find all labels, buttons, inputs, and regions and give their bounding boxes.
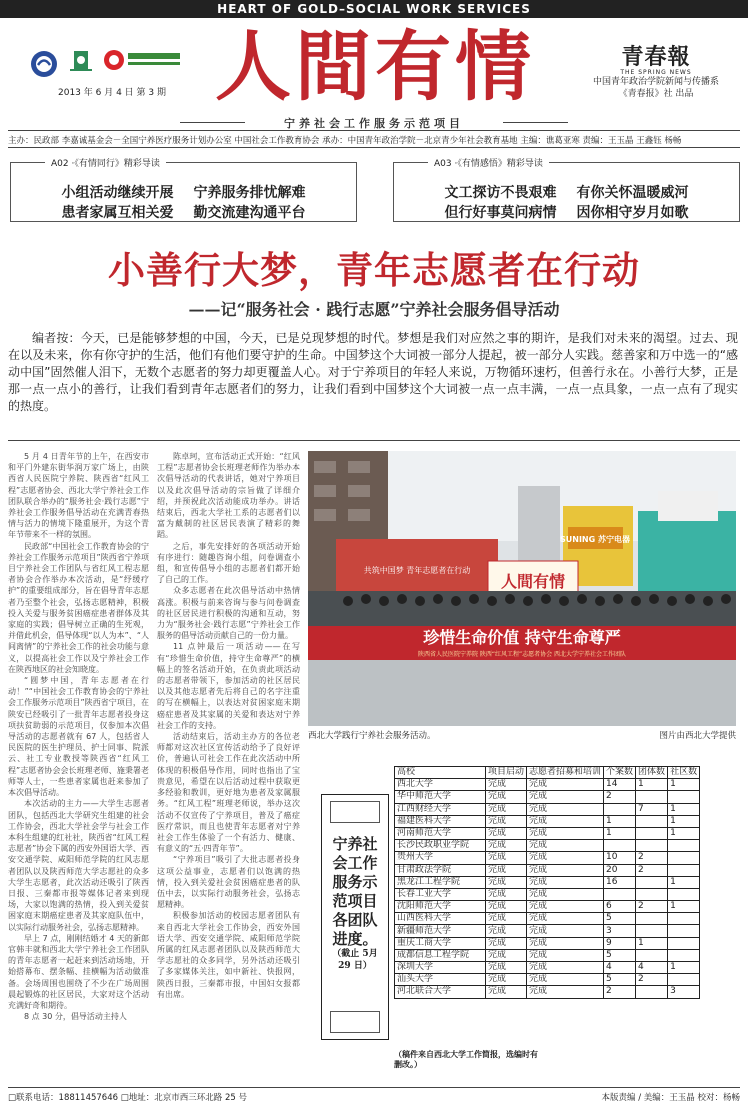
table-cell: 2 [636, 974, 668, 986]
table-cell [636, 827, 668, 839]
article-paragraph: 之后，事先安排好的各项活动开始有序进行：随趣咨询小组，问卷调查小组，和宣传倡导小组的志愿者们都开始了自己的工作。 [157, 541, 300, 585]
table-cell: 甘肃政法学院 [395, 864, 486, 876]
article-paragraph: 民政部“中国社会工作教育协会的宁养社会工作服务示范项目”陕西省宁养项目宁养社会工作团队与省红风工程志愿者协会合作举办本次活动，是“纾缓疗护”的重要组成部分，旨在倡导青年志愿者乃至整个社会，弘扬志愿精神，积极投入关爱与服务贫困癌症患者群体及其家庭的实践；倡导树立正确的生死观，并借此机会，倡导体现“以人为本”、“人间离情”的宁养社会工作的社会功能与意义，以提高社会工作以及宁养社会工作在陕西地区的社会知晓度。 [8, 541, 149, 674]
table-row [395, 937, 700, 949]
article-paragraph: “宁养项目”吸引了大批志愿者投身这项公益事业，志愿者们以饱满的热情，投入到关爱社会贫困癌症患者的队伍中去，以实际行动服务社会，弘扬志愿精神。 [157, 855, 300, 910]
table-cell: 河北联合大学 [395, 986, 486, 998]
article-paragraph: 本次活动的主力——大学生志愿者团队，包括西北大学研究生组建的社会工作协会，西北大学社会学与社会工作本科生组建的红社社，陕西省“红风工程志愿者”协会下属的西安外国语大学、西安交通学院、咸阳师范学院的红风志愿者团队以及陕西师范大学志愿社的众多大学生志愿者，此次活动还吸引了陕西日报、三秦都市报等媒体记者来到现场，大家以饱满的热情，投入到关爱贫困家庭末期癌症患者及其家庭队伍中，以实际行动服务社会，弘扬志愿精神。 [8, 799, 149, 932]
table-cell [604, 840, 636, 852]
guide-line: 但行好事莫问病情 [444, 205, 557, 221]
store-sign: SUNING 苏宁电器 [560, 535, 630, 544]
article-paragraph: 积极参加活动的校园志愿者团队有来自西北大学社会工作协会，西安外国语大学、西安交通学院、咸阳师范学院所属的红风志愿者团队以及陕西师范大学志愿社的众多同学，另外活动还吸引了多家媒体关注，如中新社、快报网，陕西日报，三秦都市报，中国妇女报都有出席。 [157, 911, 300, 999]
table-cell [636, 876, 668, 888]
table-row [395, 815, 700, 827]
table-row [395, 974, 700, 986]
sidebar-note: （截止 5月 29 日） [332, 949, 378, 971]
table-cell: 完成 [486, 864, 527, 876]
progress-table [394, 766, 700, 999]
table-cell: 完成 [527, 913, 604, 925]
table-row [395, 962, 700, 974]
table-cell [636, 949, 668, 961]
table-cell [668, 852, 700, 864]
table-cell: 黑龙江工程学院 [395, 876, 486, 888]
table-cell: 完成 [527, 876, 604, 888]
article-paragraph: 活动结束后，活动主办方的各位老师都对这次社区宣传活动给予了良好评价，普遍认可社会工作在此次活动中所体现的积极倡导作用，同时也指出了宝贵意见，希望在以后活动过程中获取更多经验和教训，更好地为患者及家属服务。“红风工程”班理老师说，举办这次活动不仅宣传了宁养项目，普及了癌症医疗常识，而且也使青年志愿者对宁养社会工作生体验了一个有活力、健康、有意义的“五·四青年节”。 [157, 732, 300, 854]
table-row [395, 864, 700, 876]
table-cell: 沈阳师范大学 [395, 901, 486, 913]
table-cell: 完成 [486, 852, 527, 864]
table-cell: 9 [604, 937, 636, 949]
table-cell [668, 937, 700, 949]
table-cell: 汕头大学 [395, 974, 486, 986]
photo-caption-row [308, 729, 736, 741]
table-cell: 完成 [527, 962, 604, 974]
slogan-rule-right [503, 122, 568, 123]
book-emblem-icon [66, 48, 96, 76]
table-header-cell: 团体数 [636, 767, 668, 779]
table-header-cell: 高校 [395, 767, 486, 779]
table-cell [668, 791, 700, 803]
table-cell: 完成 [486, 803, 527, 815]
table-cell: 贵州大学 [395, 852, 486, 864]
table-cell: 完成 [486, 791, 527, 803]
table-row [395, 852, 700, 864]
table-cell: 完成 [527, 888, 604, 900]
project-slogan: 宁养社会工作服务示范项目 [284, 117, 464, 130]
table-cell: 完成 [527, 791, 604, 803]
table-cell: 2 [604, 986, 636, 998]
foundation-emblem-icon [103, 48, 183, 74]
table-row [395, 901, 700, 913]
guide-box-a02 [10, 159, 357, 222]
table-cell: 完成 [527, 840, 604, 852]
table-cell: 完成 [486, 827, 527, 839]
guide-line: 文工探访不畏艰难 [444, 185, 557, 201]
table-cell: 10 [604, 852, 636, 864]
table-cell: 完成 [486, 925, 527, 937]
table-body [395, 779, 700, 998]
table-cell: 6 [604, 901, 636, 913]
table-header-cell: 项目启动 [486, 767, 527, 779]
publisher-dept: 中国青年政治学院新闻与传播系 [592, 77, 719, 87]
logo-ccpg [30, 50, 58, 78]
table-cell: 5 [604, 949, 636, 961]
article-column-1 [8, 451, 149, 1083]
table-cell: 5 [604, 974, 636, 986]
table-cell: 完成 [527, 901, 604, 913]
table-cell: 4 [636, 962, 668, 974]
table-cell: 新疆师范大学 [395, 925, 486, 937]
article-paragraph: 早上 7 点，刚刚结婚才 4 天的新郎官韩丰就和西北大学宁养社会工作团队的青年志愿者一起赶来到活动场地，开始搭幕布、摆条幅、挂横幅为活动做准备。会场周围也围绕了不少在广场周围晨起锻炼的社区居民，大家对这个活动充满好奇和期待。 [8, 933, 149, 1010]
table-cell: 完成 [527, 779, 604, 791]
table-row [395, 827, 700, 839]
table-cell: 完成 [527, 852, 604, 864]
table-cell: 完成 [486, 974, 527, 986]
table-row [395, 840, 700, 852]
table-cell: 华中师范大学 [395, 791, 486, 803]
divider [8, 147, 740, 148]
article-paragraph: 8 点 30 分，倡导活动主持人 [24, 1012, 127, 1022]
table-cell: 河南师范大学 [395, 827, 486, 839]
table-cell: 完成 [527, 803, 604, 815]
table-row [395, 803, 700, 815]
table-row [395, 888, 700, 900]
table-cell: 完成 [486, 937, 527, 949]
table-source-note: （稿件来自西北大学工作简报，选编时有删改。） [394, 1050, 538, 1069]
footer [8, 1091, 740, 1103]
guide-title: A02 ·《有情同行》精彩导读 [45, 156, 166, 169]
table-cell: 1 [668, 803, 700, 815]
wall-text: 共筑中国梦 青年志愿者在行动 [363, 566, 471, 575]
guide-line: 有你关怀温暖威河 [576, 185, 689, 201]
ornament-top [330, 801, 380, 823]
article-paragraph: 11 点钟最后一项活动——在写有“珍惜生命价值，持守生命尊严”的横幅上的签名活动开始，在负责此项活动的志愿者带领下，参加活动的社区居民以及其他志愿者先后将自己的名字注重的写在横幅上，以表达对贫困家庭末期癌症患者及其家属的关爱和表达对宁养社会工作的支持。 [157, 642, 300, 730]
table-cell: 2 [636, 901, 668, 913]
table-cell [636, 986, 668, 998]
table-cell: 2 [604, 791, 636, 803]
guide-lines [11, 183, 356, 223]
slogan-rule-left [180, 122, 245, 123]
masthead-title: 人間有情 [215, 22, 535, 111]
ornament-bottom [330, 1011, 380, 1033]
table-cell: 完成 [486, 949, 527, 961]
table-cell [668, 864, 700, 876]
table-row [395, 986, 700, 998]
table-cell: 完成 [486, 779, 527, 791]
table-cell: 长沙民政职业学院 [395, 840, 486, 852]
table-cell: 深圳大学 [395, 962, 486, 974]
table-cell [636, 791, 668, 803]
table-cell: 3 [604, 925, 636, 937]
table-cell: 山西医科大学 [395, 913, 486, 925]
article-paragraph: “圆梦中国，青年志愿者在行动！”“中国社会工作教育协会的宁养社会工作服务示范项目”陕西省宁项目，在陕安已经吸引了一批青年志愿者投身这项扶贫助弱的示范项目，仅参加本次倡导活动的志愿者就有 67 人，包括省人民医院的医生护理员、护士同事、院派云、社工专业教授等陕西省“红风工程”志愿者协会会长班理老师、施秉署老师等人士，一些患者家属也赶来参加了本次倡导活动。 [8, 676, 149, 798]
publisher-logo-en: THE SPRING NEWS [620, 69, 692, 76]
table-cell [668, 913, 700, 925]
article-column-2 [157, 451, 300, 1063]
table-cell: 20 [604, 864, 636, 876]
table-cell: 1 [668, 779, 700, 791]
subheadline: ——记“服务社会 · 践行志愿”宁养社会服务倡导活动 [188, 300, 560, 319]
table-cell [636, 815, 668, 827]
publisher-logo: 青春報 [621, 44, 691, 70]
article-paragraph: 众多志愿者在此次倡导活动中热情高涨。积极与前来咨询与参与问卷调查的社区居民进行积极的沟通和互动，努力为“服务社会·践行志愿”宁养社会工作服务的倡导活动贡献自己的一份力量。 [157, 586, 300, 641]
table-cell: 完成 [486, 888, 527, 900]
table-cell: 完成 [527, 949, 604, 961]
table-cell: 完成 [527, 864, 604, 876]
editor-note: 编者按：今天，已是能够梦想的中国，今天，已是兑现梦想的时代。梦想是我们对应然之事的期许，是我们对未来的渴望。过去、现在以及未来，你有你守护的生活，他们有他们要守护的生命。中国梦这个大词被一部分人提起，被一部分人实践。慈善家和万中选一的“感动中国”固然催人泪下，无数个志愿者的努力却更覆盖人心。对于宁养项目的年轻人来说，万物循环速朽，但善行永在。小善行大梦，正是那一点一点小的善行，让我们看到青年志愿者们的努力，让我们看到中国梦这个大词被一点一点丰满，一点一点具象，一点一点有了现实的热度。 [8, 331, 738, 413]
table-cell [668, 840, 700, 852]
table-cell: 完成 [527, 815, 604, 827]
table-cell: 2 [636, 852, 668, 864]
article-paragraph: 陈卓珂，宣布活动正式开始：“红风工程”志愿者协会长班理老师作为举办本次倡导活动的代表讲话，她对宁养项目以及此次倡导活动的宗旨做了详细介绍，并预祝此次活动能成功举办。讲话结束后，西北大学社工系的志愿者们以富为戴制的社区居民表演了精彩的舞蹈。 [157, 452, 300, 540]
divider [8, 440, 740, 441]
publisher-by: 《青春报》社 出品 [618, 89, 694, 99]
progress-sidebar [321, 794, 389, 1040]
table-cell: 4 [604, 962, 636, 974]
table-cell: 完成 [486, 815, 527, 827]
table-cell: 1 [668, 876, 700, 888]
article-paragraph: 5 月 4 日青年节的上午，在西安市和平门外建东街华润万家广场上，由陕西省人民医院宁养院、陕西省“红风工程”志愿者协会、西北大学宁养社会工作团队联合举办的“服务社会·践行志愿”宁养社会工作服务倡导活动在充满青春热情与活力的情境下隆重展开，为这个青年节带来不一样的氛围。 [8, 452, 149, 540]
table-row [395, 876, 700, 888]
guide-line: 因你相守岁月如歌 [576, 205, 689, 221]
guide-line: 患者家属互相关爱 [61, 205, 174, 221]
table-cell: 完成 [527, 925, 604, 937]
table-cell: 完成 [486, 986, 527, 998]
table-row [395, 779, 700, 791]
issue-date: 2013 年 6 月 4 日 第 3 期 [58, 88, 166, 98]
table-cell: 1 [604, 827, 636, 839]
table-cell: 1 [668, 815, 700, 827]
table-cell [636, 913, 668, 925]
table-row [395, 925, 700, 937]
table-cell: 完成 [486, 840, 527, 852]
table-cell [668, 925, 700, 937]
top-banner: HEART OF GOLD–SOCIAL WORK SERVICES [0, 0, 748, 18]
table-cell: 5 [604, 913, 636, 925]
table-cell: 成都信息工程学院 [395, 949, 486, 961]
table-header-row [395, 767, 700, 779]
guide-title: A03 ·《有情感悟》精彩导读 [428, 156, 549, 169]
guide-box-a03 [393, 159, 740, 222]
table-row [395, 949, 700, 961]
event-photo-graphic [308, 451, 736, 726]
credits-line: 主办：民政部 李嘉诚基金会－全国宁养医疗服务计划办公室 中国社会工作教育协会 承办：中国青年政治学院－北京青少年社会教育基地 主编：谯葛亚寒 责编：王玉晶 王鑫钰 杨畅 [8, 136, 682, 146]
table-cell: 江西财经大学 [395, 803, 486, 815]
table-cell: 3 [668, 986, 700, 998]
table-cell: 1 [636, 779, 668, 791]
table-cell: 完成 [486, 876, 527, 888]
table-header-cell: 个案数 [604, 767, 636, 779]
publisher-block [572, 40, 740, 100]
table-cell: 西北大学 [395, 779, 486, 791]
ccpg-emblem-icon [30, 50, 58, 78]
table-cell [668, 949, 700, 961]
signing-banner-small: 陕西省人民医院宁养院 陕西“红风工程”志愿者协会 西北大学宁养社会工作团队 [417, 651, 627, 658]
table-cell: 7 [636, 803, 668, 815]
table-cell: 完成 [486, 962, 527, 974]
table-row [395, 791, 700, 803]
photo-caption: 西北大学践行宁养社会服务活动。 [308, 731, 436, 741]
divider [8, 1087, 740, 1088]
table-cell [668, 974, 700, 986]
table-cell [636, 888, 668, 900]
table-header-cell: 社区数 [668, 767, 700, 779]
table-cell: 长春工业大学 [395, 888, 486, 900]
table-row [395, 913, 700, 925]
table-cell: 完成 [486, 913, 527, 925]
logo-li-ka-shing-foundation [103, 48, 183, 74]
table-cell: 1 [604, 815, 636, 827]
table-cell: 14 [604, 779, 636, 791]
guide-line: 勤交流建沟通平台 [193, 205, 306, 221]
table-cell: 完成 [527, 937, 604, 949]
table-cell: 2 [636, 864, 668, 876]
table-cell [604, 888, 636, 900]
table-cell: 重庆工商大学 [395, 937, 486, 949]
table-cell: 完成 [527, 974, 604, 986]
table-cell [604, 803, 636, 815]
table-cell: 1 [636, 937, 668, 949]
headline: 小善行大梦，青年志愿者在行动 [108, 249, 640, 292]
table-cell: 完成 [527, 986, 604, 998]
footer-contact: □联系电话：18811457646 □地址：北京市西三环北路 25 号 [8, 1093, 247, 1103]
signing-banner-text: 珍惜生命价值 持守生命尊严 [423, 628, 621, 647]
guide-line: 宁养服务排忧解难 [193, 185, 306, 201]
photo-credit: 图片由西北大学提供 [659, 731, 736, 741]
table-cell [668, 888, 700, 900]
table-cell [636, 925, 668, 937]
table-cell: 16 [604, 876, 636, 888]
guide-lines [394, 183, 739, 223]
table-cell: 福建医科大学 [395, 815, 486, 827]
sidebar-title: 宁养社会工作服务示范项目各团队进度。 [332, 835, 378, 948]
guide-line: 小组活动继续开展 [61, 185, 174, 201]
logo-education-association [66, 48, 96, 76]
table-header-cell: 志愿者招募和培训 [527, 767, 604, 779]
divider [8, 130, 740, 131]
photo-banner-text: 人間有情 [500, 572, 566, 591]
table-cell: 完成 [527, 827, 604, 839]
table-cell [636, 840, 668, 852]
table-cell: 1 [668, 827, 700, 839]
event-photo [308, 451, 736, 726]
table-cell: 1 [668, 901, 700, 913]
table-cell: 完成 [486, 901, 527, 913]
table-cell: 1 [668, 962, 700, 974]
footer-editors: 本版责编 / 美编：王玉晶 校对：杨畅 [601, 1093, 740, 1103]
